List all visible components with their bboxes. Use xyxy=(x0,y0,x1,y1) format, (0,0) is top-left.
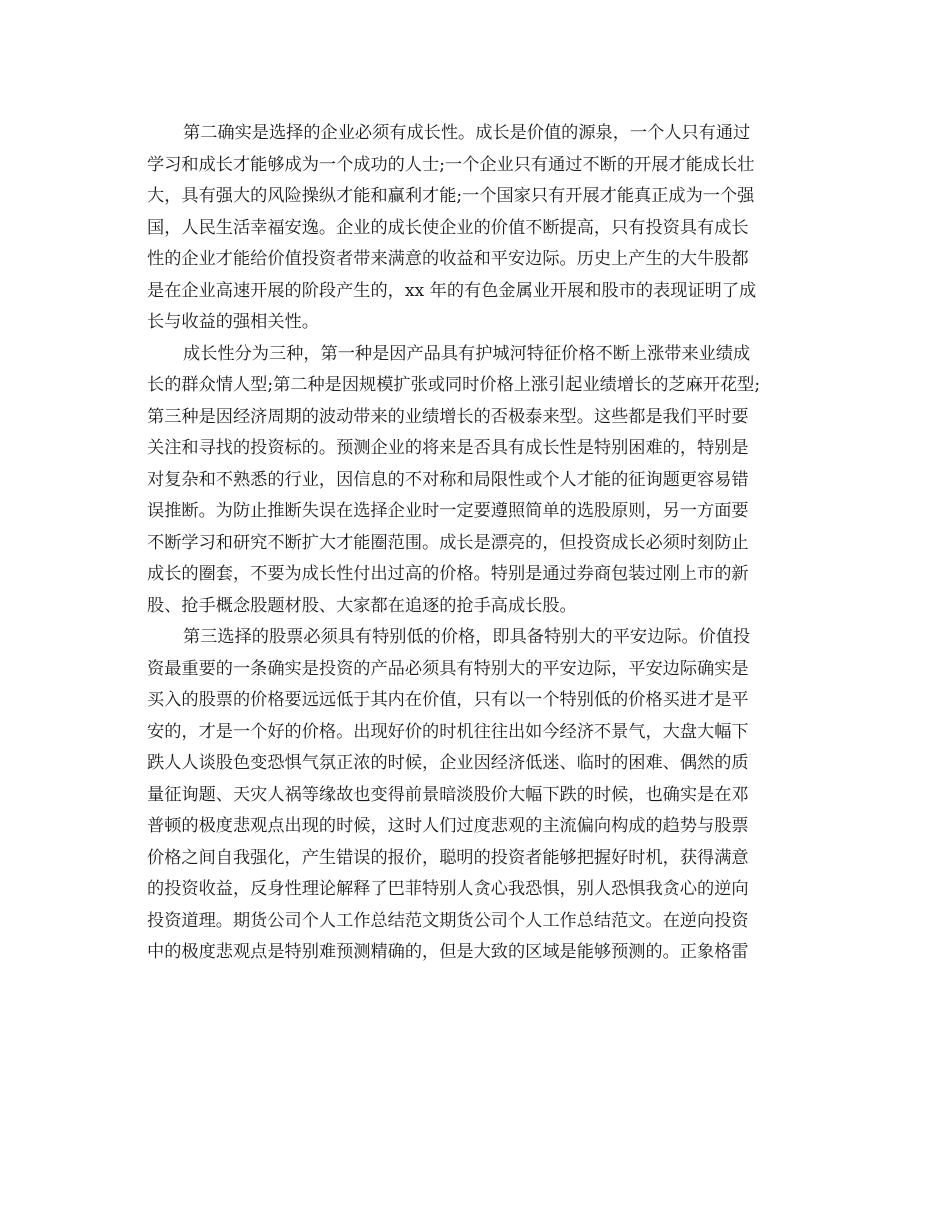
paragraph-3-line-8: 价格之间自我强化，产生错误的报价，聪明的投资者能够把握好时机，获得满意 xyxy=(147,847,749,868)
paragraph-1-line-7: 长与收益的强相关性。 xyxy=(147,312,319,332)
paragraph-3-line-7: 普顿的极度悲观点出现的时候，这时人们过度悲观的主流偏向构成的趋势与股票 xyxy=(147,816,749,836)
paragraph-1-line-1: 第二确实是选择的企业必须有成长性。成长是价值的源泉，一个人只有通过 xyxy=(183,123,751,143)
paragraph-1-line-6: 是在企业高速开展的阶段产生的，xx 年的有色金属业开展和股市的表现证明了成 xyxy=(147,280,757,301)
paragraph-2-line-7: 不断学习和研究不断扩大才能圈范围。成长是漂亮的，但投资成长必须时刻防止 xyxy=(147,532,749,553)
paragraph-2-line-6: 误推断。为防止推断失误在选择企业时一定要遵照简单的选股原则，另一方面要 xyxy=(147,501,749,521)
paragraph-3-line-4: 安的，才是一个好的价格。出现好价的时机往往出如今经济不景气，大盘大幅下 xyxy=(147,721,749,742)
paragraph-3-line-10: 投资道理。期货公司个人工作总结范文期货公司个人工作总结范文。在逆向投资 xyxy=(147,910,749,931)
paragraph-3-line-6: 量征询题、天灾人祸等缘故也变得前景暗淡股价大幅下跌的时候，也确实是在邓 xyxy=(147,784,749,805)
paragraph-2-line-5: 对复杂和不熟悉的行业，因信息的不对称和局限性或个人才能的征询题更容易错 xyxy=(147,469,749,490)
paragraph-2-line-3: 第三种是因经济周期的波动带来的业绩增长的否极泰来型。这些都是我们平时要 xyxy=(147,406,749,427)
paragraph-3-line-3: 买入的股票的价格要远远低于其内在价值，只有以一个特别低的价格买进才是平 xyxy=(147,690,749,710)
paragraph-2-line-4: 关注和寻找的投资标的。预测企业的将来是否具有成长性是特别困难的，特别是 xyxy=(147,438,749,458)
paragraph-3-line-11: 中的极度悲观点是特别难预测精确的，但是大致的区域是能够预测的。正象格雷 xyxy=(147,942,749,962)
paragraph-2-line-2: 长的群众情人型;第二种是因规模扩张或同时价格上涨引起业绩增长的芝麻开花型; xyxy=(147,375,761,395)
paragraph-2-line-1: 成长性分为三种，第一种是因产品具有护城河特征价格不断上涨带来业绩成 xyxy=(183,343,751,364)
document-body xyxy=(147,118,819,969)
paragraph-1-line-5: 性的企业才能给价值投资者带来满意的收益和平安边际。历史上产生的大牛股都 xyxy=(147,249,749,269)
paragraph-2-line-9: 股、抢手概念股题材股、大家都在追逐的抢手高成长股。 xyxy=(147,595,577,616)
paragraph-1-line-2: 学习和成长才能够成为一个成功的人士;一个企业只有通过不断的开展才能成长壮 xyxy=(147,154,755,175)
paragraph-3-line-1: 第三选择的股票必须具有特别低的价格，即具备特别大的平安边际。价值投 xyxy=(183,627,751,647)
paragraph-1-line-3: 大，具有强大的风险操纵才能和赢利才能;一个国家只有开展才能真正成为一个强 xyxy=(147,186,755,206)
paragraph-1-line-4: 国，人民生活幸福安逸。企业的成长使企业的价值不断提高，只有投资具有成长 xyxy=(147,217,749,238)
paragraph-2-line-8: 成长的圈套，不要为成长性付出过高的价格。特别是通过券商包装过刚上市的新 xyxy=(147,564,749,584)
paragraph-3-line-2: 资最重要的一条确实是投资的产品必须具有特别大的平安边际，平安边际确实是 xyxy=(147,658,749,679)
paragraph-3-line-9: 的投资收益，反身性理论解释了巴菲特别人贪心我恐惧，别人恐惧我贪心的逆向 xyxy=(147,879,749,899)
paragraph-3-line-5: 跌人人谈股色变恐惧气氛正浓的时候，企业因经济低迷、临时的困难、偶然的质 xyxy=(147,753,749,773)
